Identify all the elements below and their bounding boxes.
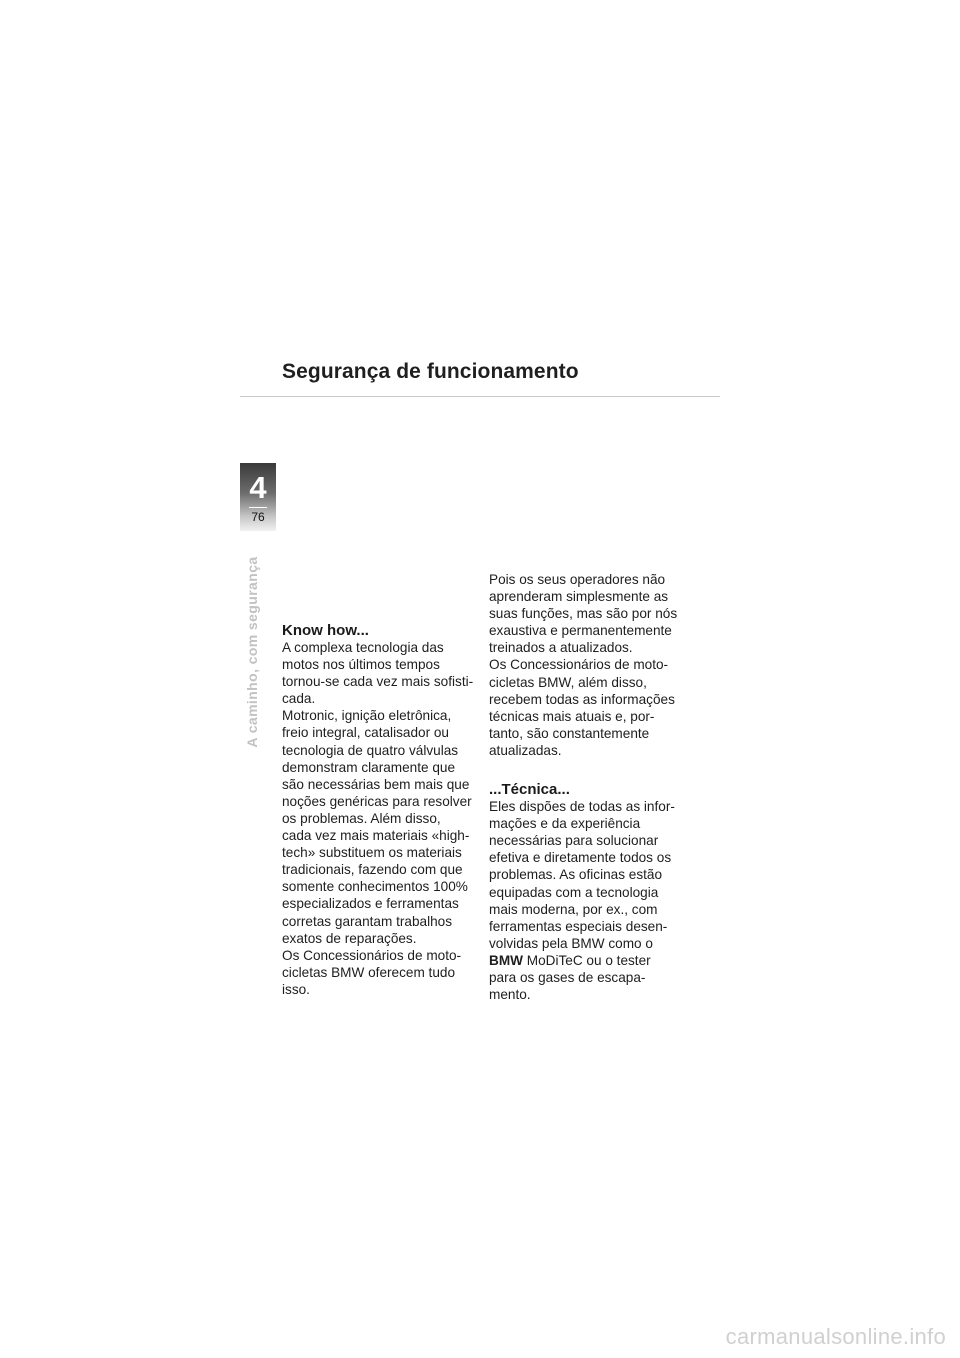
brand-name: BMW [489, 952, 523, 968]
right-column [489, 571, 689, 1003]
text-line: Pois os seus operadores não [489, 572, 666, 587]
text-line: Os Concessionários de moto- [282, 947, 462, 963]
text-line: necessárias para solucionar [489, 833, 659, 849]
text-line: cada. [282, 691, 316, 707]
text-line: cada vez mais materiais «high- [282, 828, 470, 844]
right-column-body-bottom [489, 798, 689, 952]
text-line: ferramentas especiais desen- [489, 918, 668, 934]
text-line: tech» substituem os materiais [282, 845, 462, 861]
text-line: demonstram claramente que [282, 759, 456, 775]
section-heading-tecnica: ...Técnica... [489, 781, 570, 799]
section-heading-know-how: Know how... [282, 622, 369, 639]
page-title: Segurança de funcionamento [282, 360, 579, 383]
right-column-body-end [489, 969, 689, 1003]
chapter-side-caption: A caminho, com segurança [244, 556, 260, 748]
chapter-number: 4 [249, 470, 267, 505]
text-line: problemas. As oficinas estão [489, 867, 663, 883]
text-line: tradicionais, fazendo com que [282, 862, 463, 878]
text-line: atualizadas. [489, 742, 562, 758]
chapter-tab [240, 463, 276, 531]
text-line: mento. [489, 987, 531, 1003]
text-line: os problemas. Além disso, [282, 810, 441, 826]
text-line: aprenderam simplesmente as [489, 589, 669, 605]
text-line: para os gases de escapa- [489, 969, 646, 985]
text-line: tornou-se cada vez mais sofisti- [282, 674, 474, 690]
text-line: somente conhecimentos 100% [282, 879, 468, 895]
right-column-body-top [489, 571, 689, 759]
text-line: freio integral, catalisador ou [282, 725, 449, 741]
text-line: A complexa tecnologia das [282, 640, 444, 655]
text-line: suas funções, mas são por nós [489, 606, 678, 622]
text-line: são necessárias bem mais que [282, 776, 470, 792]
text-line: corretas garantam trabalhos [282, 913, 453, 929]
text-line: mais moderna, por ex., com [489, 901, 658, 917]
text-line: volvidas pela BMW como o [489, 935, 653, 951]
watermark: carmanualsonline.info [725, 1324, 946, 1349]
text-line: Eles dispões de todas as infor- [489, 799, 675, 815]
left-column-body [282, 639, 482, 998]
text-line: técnicas mais atuais e, por- [489, 708, 655, 724]
text-line-rest: MoDiTeC ou o tester [522, 952, 651, 968]
text-line: recebem todas as informações [489, 691, 675, 707]
title-divider [240, 396, 720, 397]
text-line: equipadas com a tecnologia [489, 884, 659, 900]
text-line: isso. [282, 981, 310, 997]
left-column [282, 622, 482, 998]
text-line: tanto, são constantemente [489, 725, 650, 741]
text-line: exatos de reparações. [282, 930, 417, 946]
text-line: motos nos últimos tempos [282, 657, 440, 673]
text-line: noções genéricas para resolver [282, 793, 472, 809]
text-line [489, 952, 689, 969]
text-line: especializados e ferramentas [282, 896, 459, 912]
chapter-divider [249, 507, 267, 508]
text-line: Motronic, ignição eletrônica, [282, 708, 452, 724]
text-line: cicletas BMW oferecem tudo [282, 964, 456, 980]
text-line: Os Concessionários de moto- [489, 657, 669, 673]
page-number: 76 [251, 510, 265, 524]
text-line: tecnologia de quatro válvulas [282, 742, 459, 758]
text-line: mações e da experiência [489, 816, 641, 832]
text-line: treinados a atualizados. [489, 640, 633, 656]
text-line: cicletas BMW, além disso, [489, 674, 647, 690]
text-line: efetiva e diretamente todos os [489, 850, 672, 866]
text-line: exaustiva e permanentemente [489, 623, 672, 639]
